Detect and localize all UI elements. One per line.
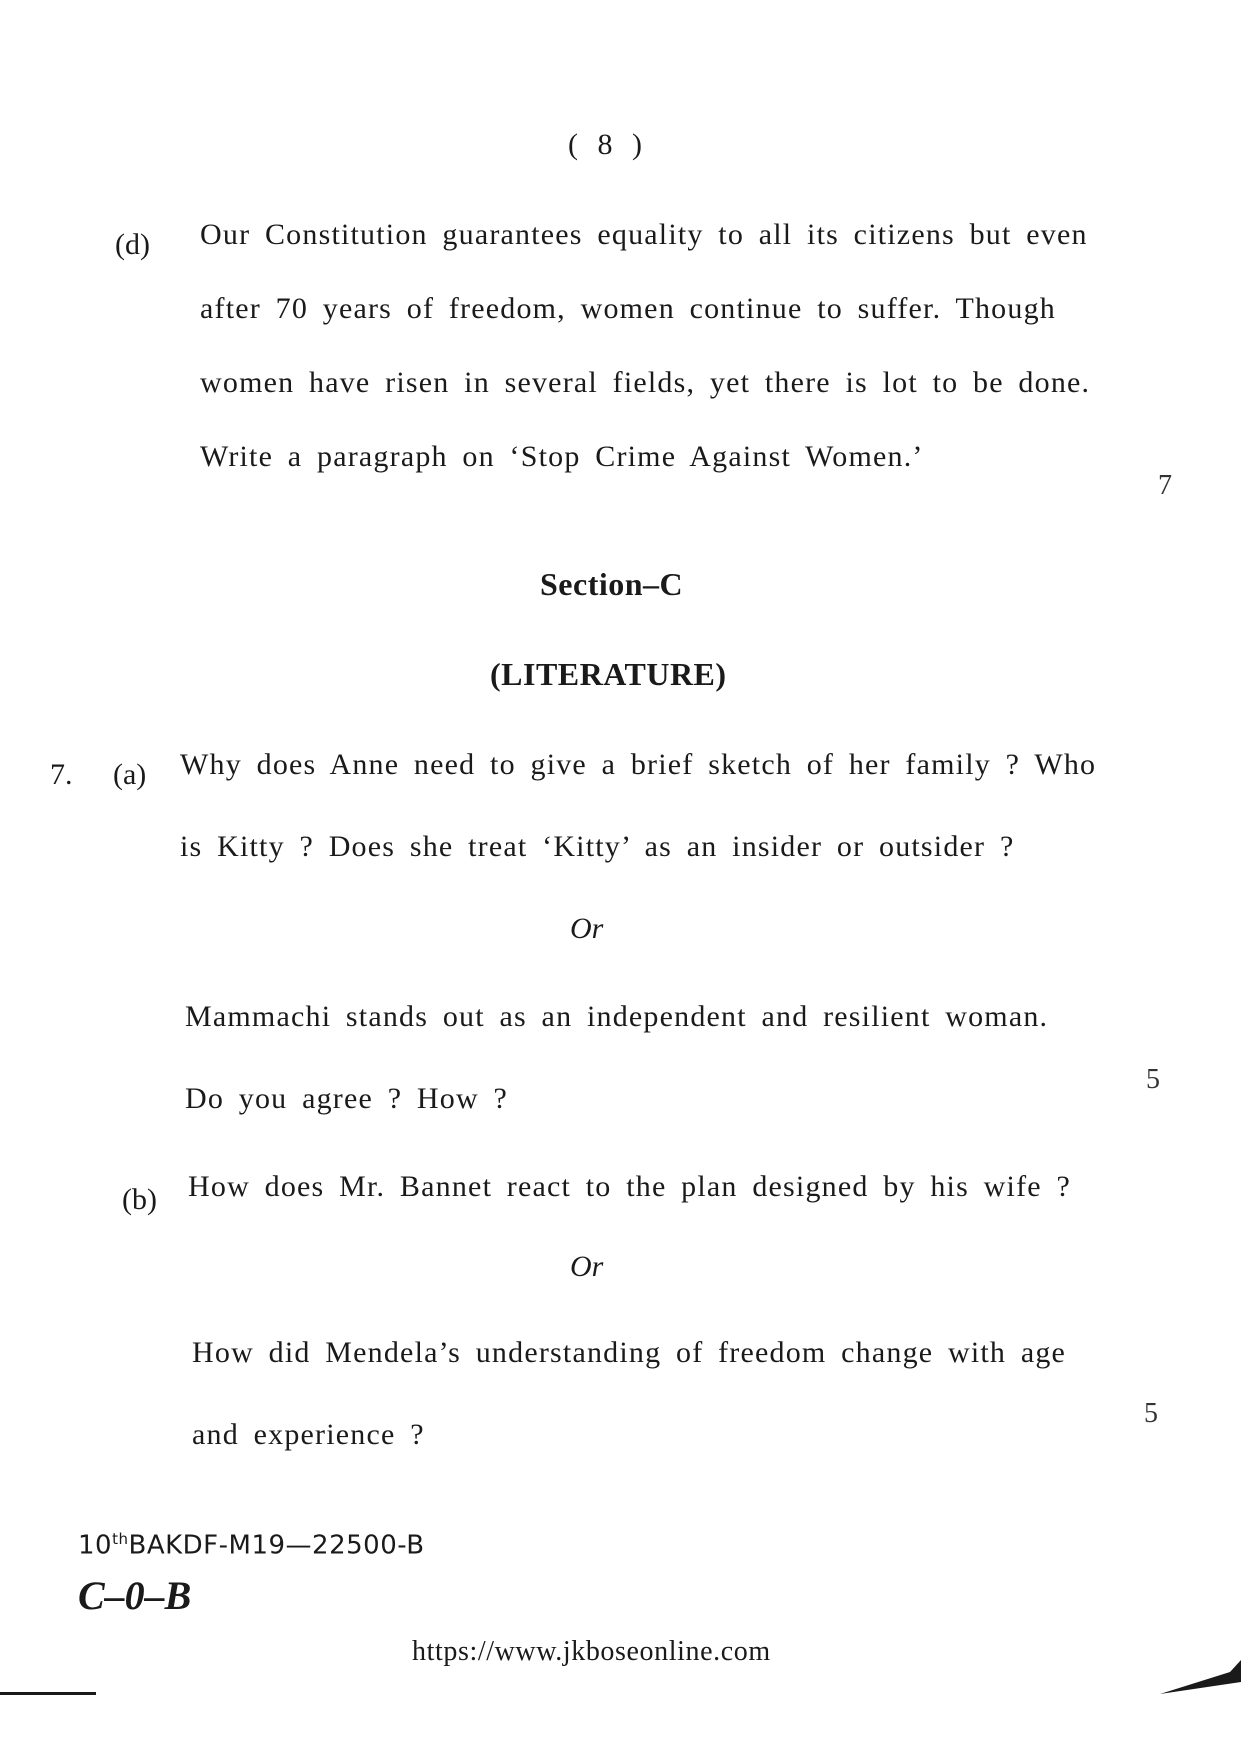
question-7a-label: (a) [113,758,147,791]
question-7-number: 7. [50,758,73,791]
question-7a-alt-line-1: Mammachi stands out as an independent and resilient woman. [185,1000,1049,1033]
page-number: ( 8 ) [568,128,648,161]
paper-code-sup: th [112,1530,129,1548]
question-7b-label: (b) [122,1183,157,1216]
paper-code-prefix: 10 [78,1530,113,1561]
question-d-label: (d) [115,228,150,261]
question-d-line-3: women have risen in several fields, yet there is lot to be done. [200,366,1091,399]
question-7b-line-1: How does Mr. Bannet react to the plan designed by his wife ? [188,1170,1071,1203]
series-code: C–0–B [78,1573,192,1618]
question-7b-alt-line-2: and experience ? [192,1418,425,1451]
question-7a-line-1: Why does Anne need to give a brief sketch of her family ? Who [180,748,1097,781]
paper-code [78,1530,425,1561]
question-7a-marks: 5 [1146,1064,1160,1095]
question-d-line-2: after 70 years of freedom, women continue to suffer. Though [200,292,1056,325]
footer-rule [0,1692,96,1695]
section-subtitle: (LITERATURE) [490,656,727,692]
question-7b-or: Or [570,1250,604,1283]
question-7a-line-2: is Kitty ? Does she treat ‘Kitty’ as an insider or outsider ? [180,830,1015,863]
corner-fold-mark [1160,1650,1241,1700]
question-7a-alt-line-2: Do you agree ? How ? [185,1082,509,1115]
question-7a-or: Or [570,912,604,945]
section-title: Section–C [540,566,684,602]
question-7b-alt-line-1: How did Mendela’s understanding of freedom change with age [192,1336,1067,1369]
question-d-line-4: Write a paragraph on ‘Stop Crime Against Women.’ [200,440,924,473]
footer-url: https://www.jkboseonline.com [412,1636,771,1667]
question-d-marks: 7 [1158,470,1172,501]
question-d-line-1: Our Constitution guarantees equality to all its citizens but even [200,218,1088,251]
question-7b-marks: 5 [1144,1398,1158,1429]
paper-code-rest: BAKDF-M19—22500-B [128,1530,425,1561]
